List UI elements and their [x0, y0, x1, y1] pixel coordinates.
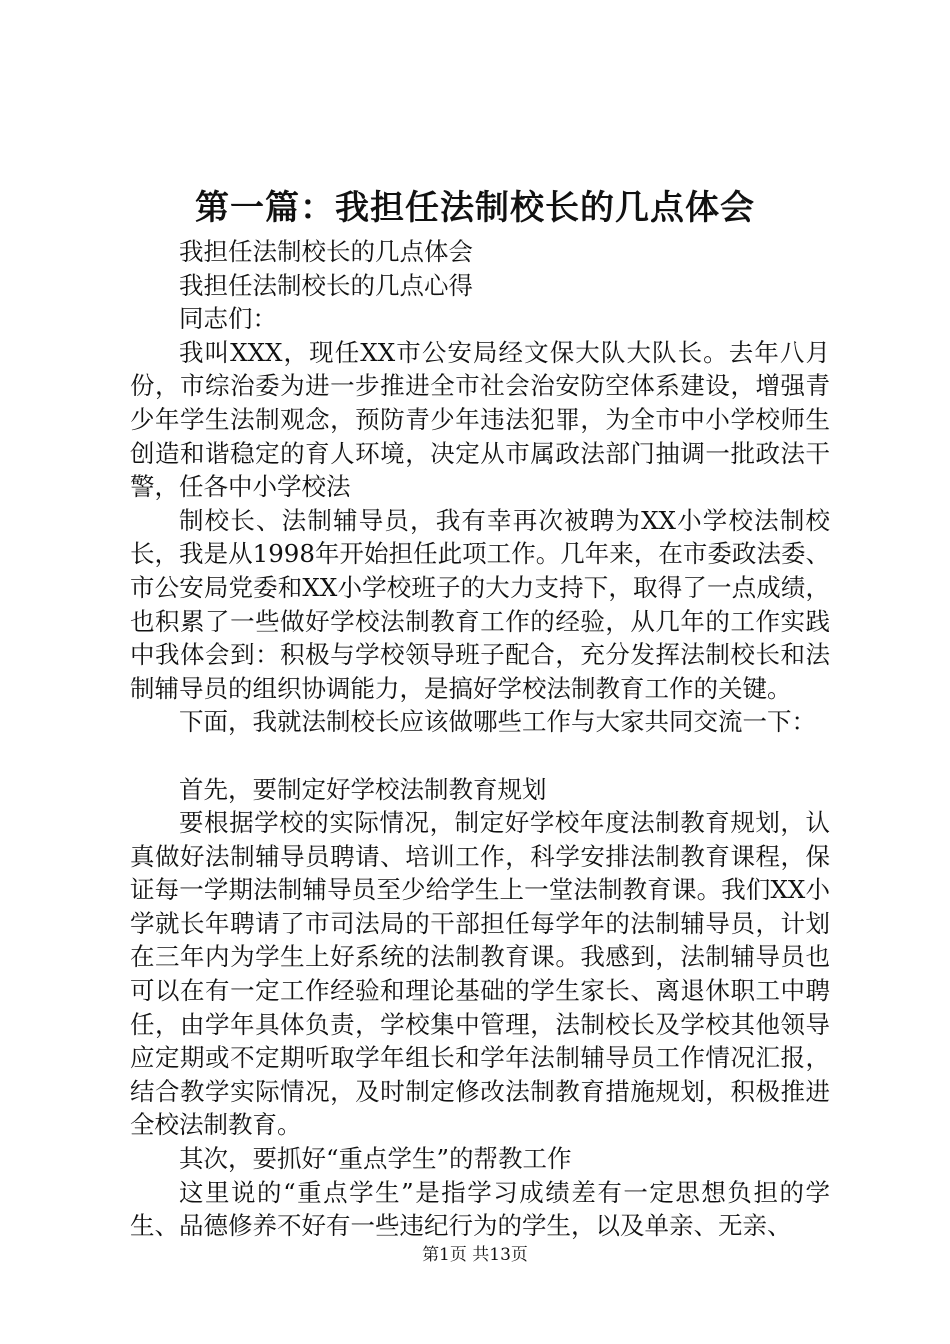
paragraph-experience: 制校长、法制辅导员，我有幸再次被聘为XX小学校法制校长，我是从1998年开始担任此项工作。几年来，在市委政法委、市公安局党委和XX小学校班子的大力支持下，取得了一点成绩，也积累了一些做好学校法制教育工作的经验，从几年的工作实践中我体会到：积极与学校领导班子配合，充分发挥法制校长和法制辅导员的组织协调能力，是搞好学校法制教育工作的关键。 [130, 505, 830, 703]
paragraph-subtitle-1: 我担任法制校长的几点体会 [179, 237, 473, 266]
paragraph-heading-second: 其次，要抓好“重点学生”的帮教工作 [179, 1144, 572, 1174]
paragraph-subtitle-2: 我担任法制校长的几点心得 [179, 270, 473, 300]
paragraph-key-students: 这里说的“重点学生”是指学习成绩差有一定思想负担的学生、品德修养不好有一些违纪行为的学生，以及单亲、无亲、 [130, 1177, 830, 1241]
blank-line [130, 739, 830, 773]
paragraph-salutation: 同志们： [179, 304, 277, 334]
paragraph-heading-first: 首先，要制定好学校法制教育规划 [179, 774, 547, 804]
paragraph-transition: 下面，我就法制校长应该做哪些工作与大家共同交流一下： [179, 707, 816, 737]
paragraph-intro: 我叫XXX，现任XX市公安局经文保大队大队长。去年八月份，市综治委为进一步推进全市社会治安防空体系建设，增强青少年学生法制观念，预防青少年违法犯罪，为全市中小学校师生创造和谐稳定的育人环境，决定从市属政法部门抽调一批政法干警，任各中小学校法 [130, 337, 830, 502]
document-title: 第一篇：我担任法制校长的几点体会 [195, 188, 755, 228]
paragraph-plan: 要根据学校的实际情况，制定好学校年度法制教育规划，认真做好法制辅导员聘请、培训工作，科学安排法制教育课程，保证每一学期法制辅导员至少给学生上一堂法制教育课。我们XX小学就长年聘请了市司法局的干部担任每学年的法制辅导员，计划在三年内为学生上好系统的法制教育课。我感到，法制辅导员也可以在有一定工作经验和理论基础的学生家长、离退休职工中聘任，由学年具体负责，学校集中管理，法制校长及学校其他领导应定期或不定期听取学年组长和学年法制辅导员工作情况汇报，结合教学实际情况，及时制定修改法制教育措施规划，积极推进全校法制教育。 [130, 808, 830, 1140]
page-footer: 第1页 共13页 [422, 1245, 528, 1265]
document-body [130, 235, 830, 1243]
